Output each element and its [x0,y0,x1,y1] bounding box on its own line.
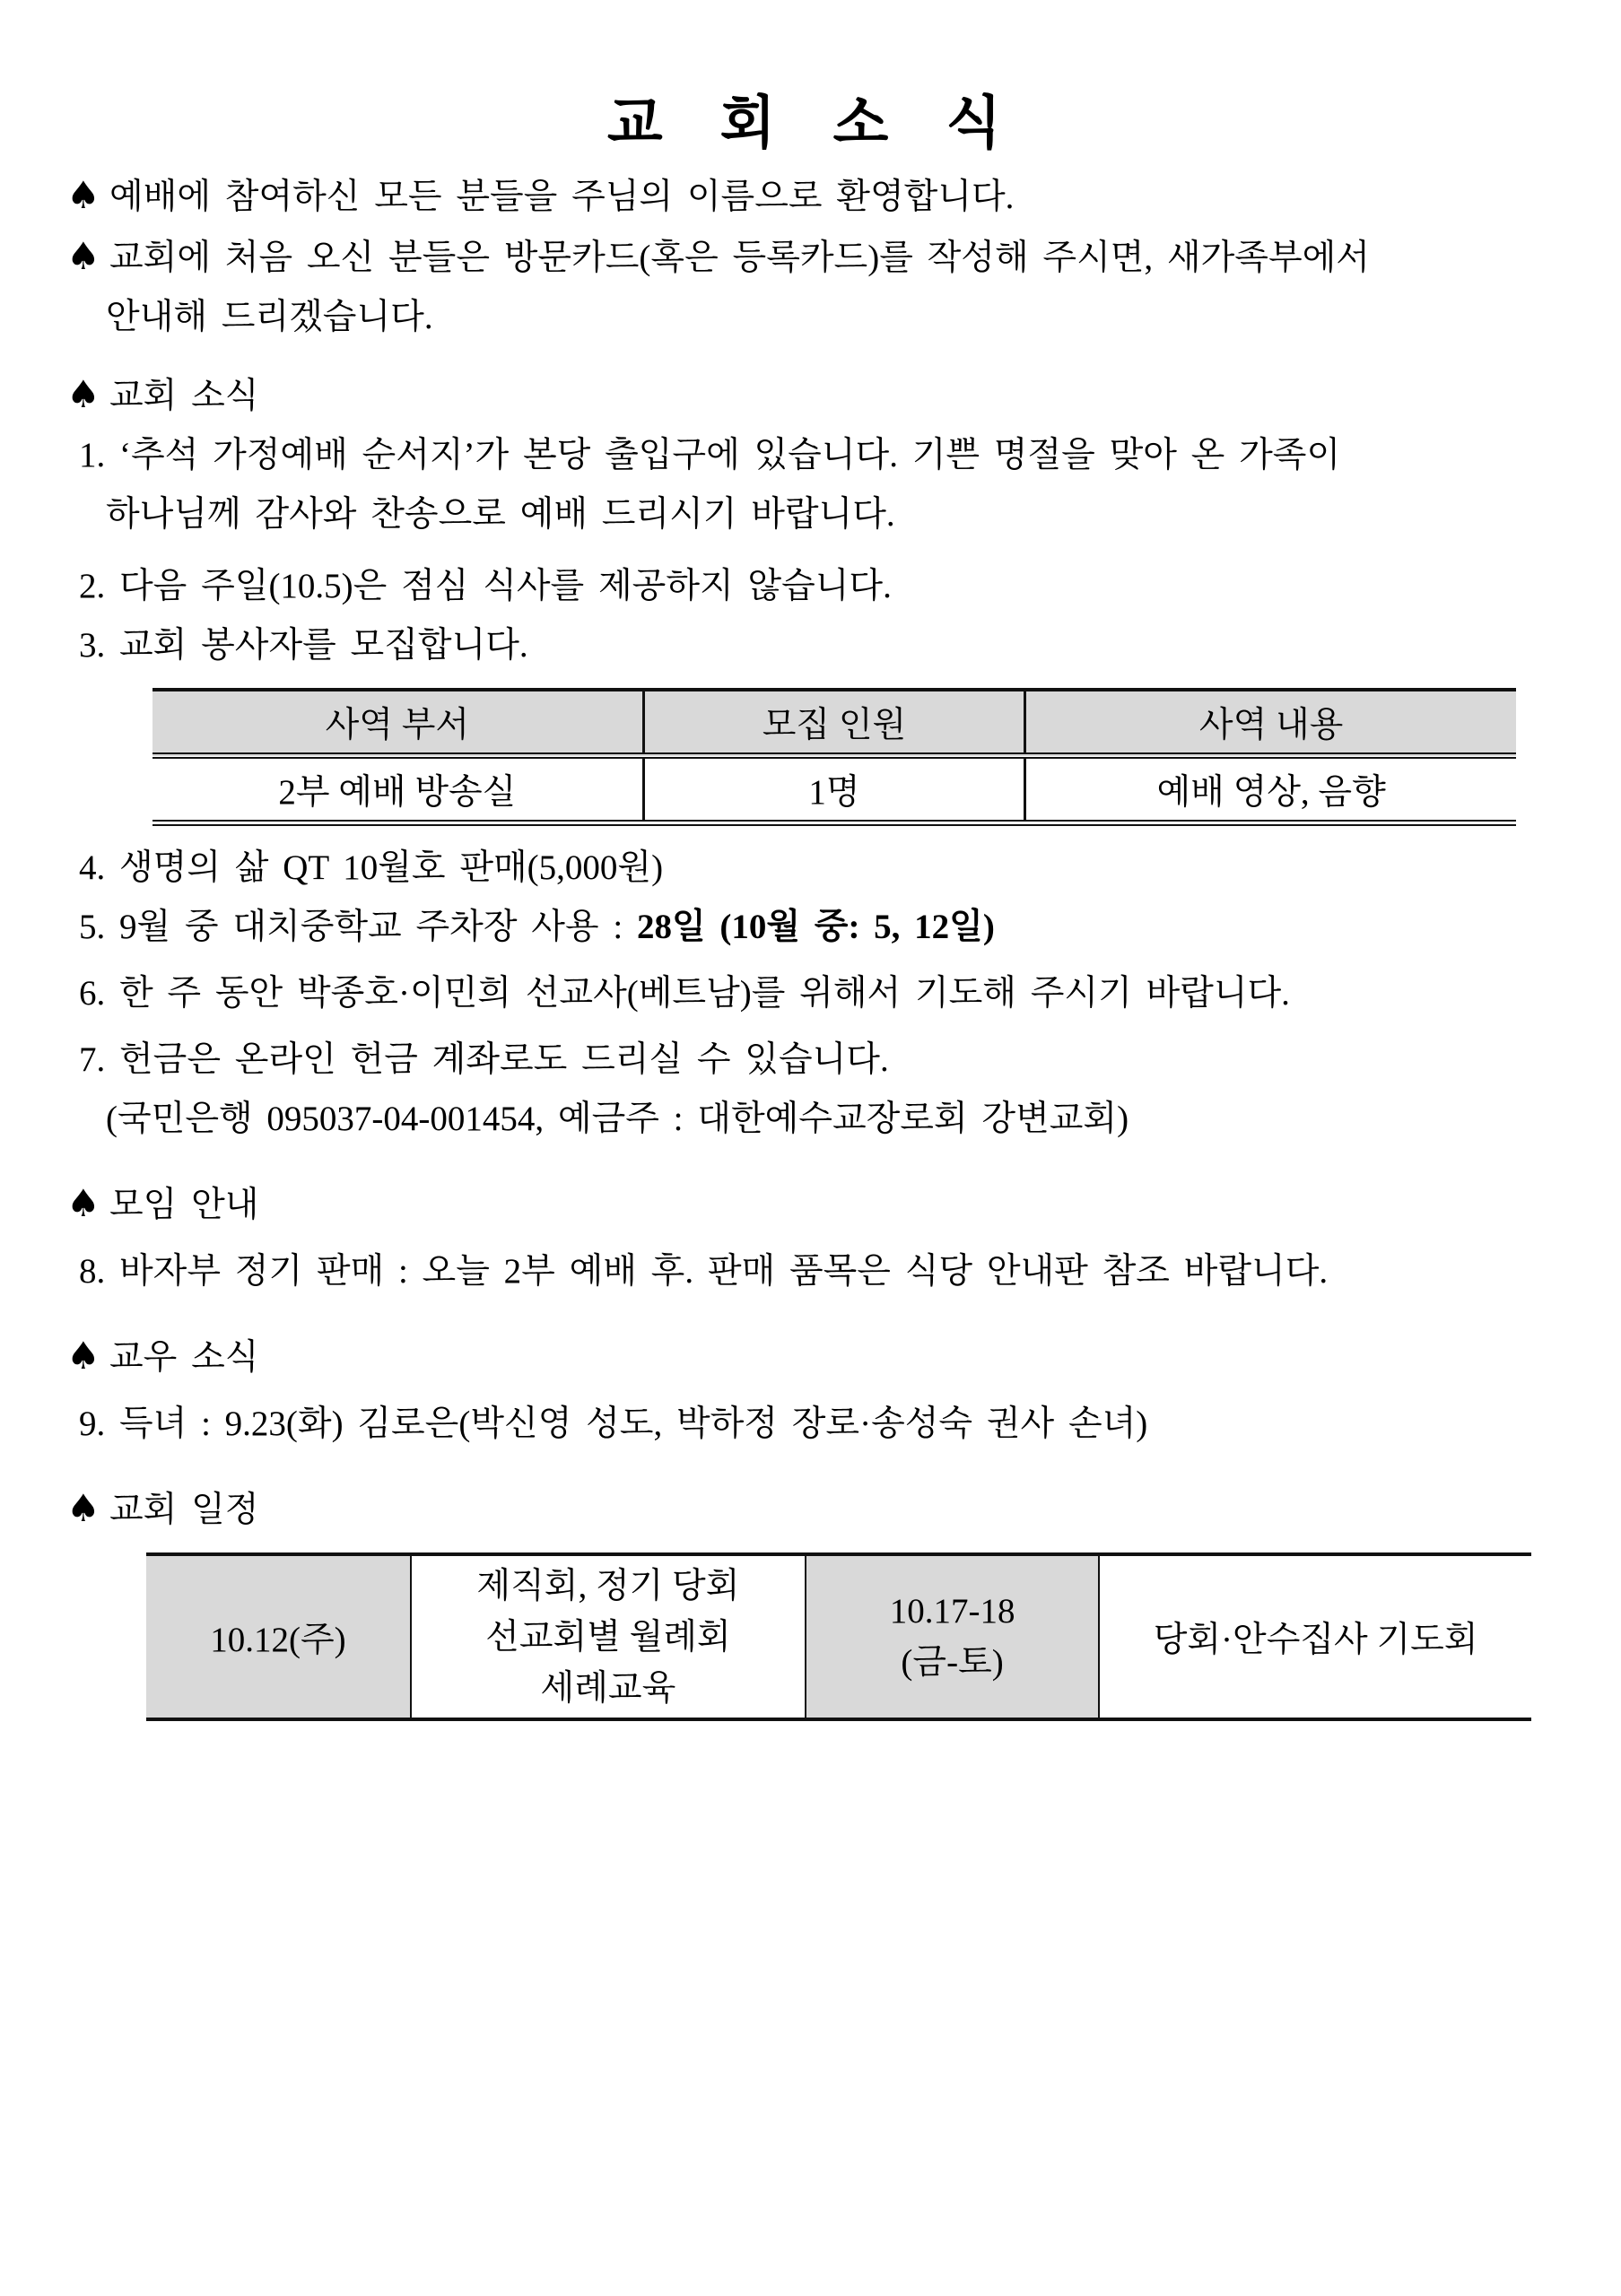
item-7-note [0,1090,1621,1149]
recruit-cell-count: 1명 [643,756,1025,823]
item-1-text-1: 1. ‘추석 가정예배 순서지’가 본당 출입구에 있습니다. 기쁜 명절을 맞아 온 가족이 [79,436,1341,474]
newcomer-line-2 [0,288,1621,347]
item-5-bold-text: 28일 (10월 중: 5, 12일) [636,908,995,946]
spade-icon: ♠ [66,1486,100,1530]
welcome-line [0,166,1621,227]
schedule-date-line: (금-토) [901,1643,1004,1682]
newcomer-line-1 [0,227,1621,288]
item-2 [0,557,1621,616]
item-7-note-text: (국민은행 095037-04-001454, 예금주 : 대한예수교장로회 강변교회) [106,1100,1129,1138]
schedule-event-line: 선교회별 월례회 [485,1617,731,1657]
item-5-text: 5. 9월 중 대치중학교 주차장 사용 : [79,908,637,946]
recruit-header-count: 모집 인원 [643,690,1025,756]
page-title: 교 회 소 식 [606,91,1015,155]
schedule-event-line: 제직회, 정기 당회 [476,1566,740,1605]
schedule-event-line: 세례교육 [540,1668,676,1708]
section-church-schedule-label: 교회 일정 [109,1491,259,1529]
item-3-text: 3. 교회 봉사자를 모집합니다. [79,626,528,665]
recruit-cell-department: 2부 예배 방송실 [153,756,643,823]
spade-icon: ♠ [66,1181,100,1225]
section-meeting-info-label: 모임 안내 [109,1186,259,1224]
newcomer-text-2: 안내해 드리겠습니다. [106,298,433,336]
recruit-cell-duty: 예배 영상, 음향 [1025,756,1516,823]
schedule-table-row [146,1554,1531,1719]
item-3 [0,616,1621,675]
recruit-header-department: 사역 부서 [153,690,643,756]
section-member-news-label: 교우 소식 [109,1338,259,1377]
item-1-text-2: 하나님께 감사와 찬송으로 예배 드리시기 바랍니다. [106,495,895,534]
schedule-table [146,1552,1531,1721]
section-member-news [0,1326,1621,1387]
schedule-events-2: 당회·안수집사 기도회 [1099,1554,1531,1719]
schedule-date-1: 10.12(주) [146,1554,411,1719]
item-5 [0,898,1621,957]
spade-icon: ♠ [66,173,100,217]
item-7 [0,1031,1621,1090]
recruit-header-duty: 사역 내용 [1025,690,1516,756]
section-church-news-label: 교회 소식 [109,377,259,415]
section-meeting-info [0,1174,1621,1235]
item-6 [0,964,1621,1023]
recruit-table [153,688,1516,826]
item-8 [0,1242,1621,1301]
item-6-text: 6. 한 주 동안 박종호·이민희 선교사(베트남)를 위해서 기도해 주시기 바랍니다. [79,974,1290,1013]
item-7-text: 7. 헌금은 온라인 헌금 계좌로도 드리실 수 있습니다. [79,1040,889,1079]
recruit-table-header-row [153,690,1516,756]
item-1-line-2 [0,485,1621,544]
section-church-schedule [0,1479,1621,1540]
spade-icon: ♠ [66,234,100,278]
item-4 [0,839,1621,898]
welcome-text: 예배에 참여하신 모든 분들을 주님의 이름으로 환영합니다. [109,178,1015,216]
newcomer-text-1: 교회에 처음 오신 분들은 방문카드(혹은 등록카드)를 작성해 주시면, 새가족부에서 [109,239,1370,277]
recruit-table-data-row [153,756,1516,823]
spade-icon: ♠ [66,372,100,416]
item-9-text: 9. 득녀 : 9.23(화) 김로은(박신영 성도, 박하정 장로·송성숙 권사 손녀) [79,1405,1148,1443]
item-2-text: 2. 다음 주일(10.5)은 점심 식사를 제공하지 않습니다. [79,567,892,605]
schedule-events-1 [411,1554,806,1719]
item-8-text: 8. 바자부 정기 판매 : 오늘 2부 예배 후. 판매 품목은 식당 안내판 참조 바랍니다. [79,1252,1329,1291]
schedule-date-line: 10.17-18 [889,1592,1015,1631]
section-church-news [0,365,1621,426]
item-1-line-1 [0,426,1621,485]
item-9 [0,1395,1621,1454]
spade-icon: ♠ [66,1334,100,1378]
schedule-date-2 [806,1554,1099,1719]
item-4-text: 4. 생명의 삶 QT 10월호 판매(5,000원) [79,848,664,887]
